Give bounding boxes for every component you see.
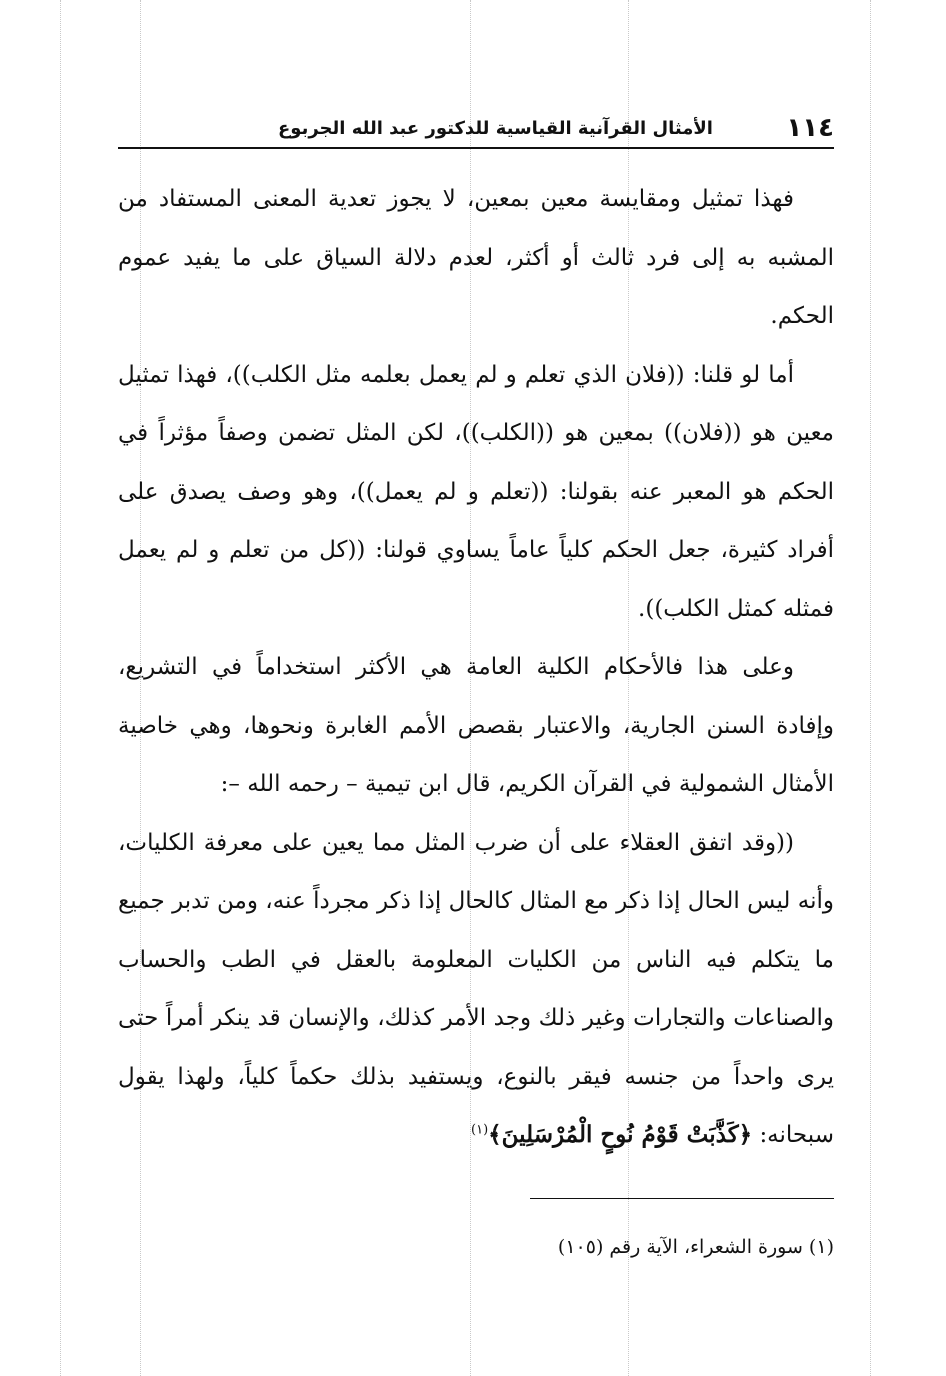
main-text — [118, 170, 834, 1165]
footnote-marker: (١) — [471, 1122, 489, 1138]
footnote-rule — [530, 1198, 834, 1199]
quote-text: ((وقد اتفق العقلاء على أن ضرب المثل مما يعين على معرفة الكليات، وأنه ليس الحال إذا ذكر مع المثال كالحال إذا ذكر مجرداً عنه، ومن تدبر جميع ما يتكلم فيه الناس من الكليات المعلومة بالعقل في الطب والحساب والصناعات والتجارات وغير ذلك وجد الأمر كذلك، والإنسان قد ينكر أمراً حتى يرى واحداً من جنسه فيقر بالنوع، ويستفيد بذلك حكماً كلياً، ولهذا يقول سبحانه: — [118, 829, 834, 1148]
quran-verse: ﴿كَذَّبَتْ قَوْمُ نُوحٍ الْمُرْسَلِينَ﴾ — [488, 1121, 753, 1148]
header-rule — [118, 147, 834, 149]
page-header — [118, 108, 834, 148]
paragraph: أما لو قلنا: ((فلان الذي تعلم و لم يعمل بعلمه مثل الكلب))، فهذا تمثيل معين هو ((فلان)) بمعين هو ((الكلب))، لكن المثل تضمن وصفاً مؤثراً في الحكم هو المعبر عنه بقولنا: ((تعلم و لم يعمل))، وهو وصف يصدق على أفراد كثيرة، جعل الحكم كلياً عاماً يساوي قولنا: ((كل من تعلم و لم يعمل فمثله كمثل الكلب)). — [118, 361, 834, 622]
running-title: الأمثال القرآنية القياسية للدكتور عبد الله الجربوع — [278, 117, 713, 139]
scan-guide-line — [60, 0, 61, 1376]
footnote: (١) سورة الشعراء، الآية رقم (١٠٥) — [557, 1236, 834, 1258]
paragraph: فهذا تمثيل ومقايسة معين بمعين، لا يجوز تعدية المعنى المستفاد من المشبه به إلى فرد ثالث أو أكثر، لعدم دلالة السياق على ما يفيد عموم الحكم. — [118, 186, 834, 329]
page-number: ١١٤ — [786, 113, 834, 143]
quote-paragraph — [118, 814, 834, 1165]
paragraph: وعلى هذا فالأحكام الكلية العامة هي الأكثر استخداماً في التشريع، وإفادة السنن الجارية، والاعتبار بقصص الأمم الغابرة ونحوها، وهي خاصية الأمثال الشمولية في القرآن الكريم، قال ابن تيمية – رحمه الله –: — [118, 654, 834, 797]
scan-guide-line — [870, 0, 871, 1376]
